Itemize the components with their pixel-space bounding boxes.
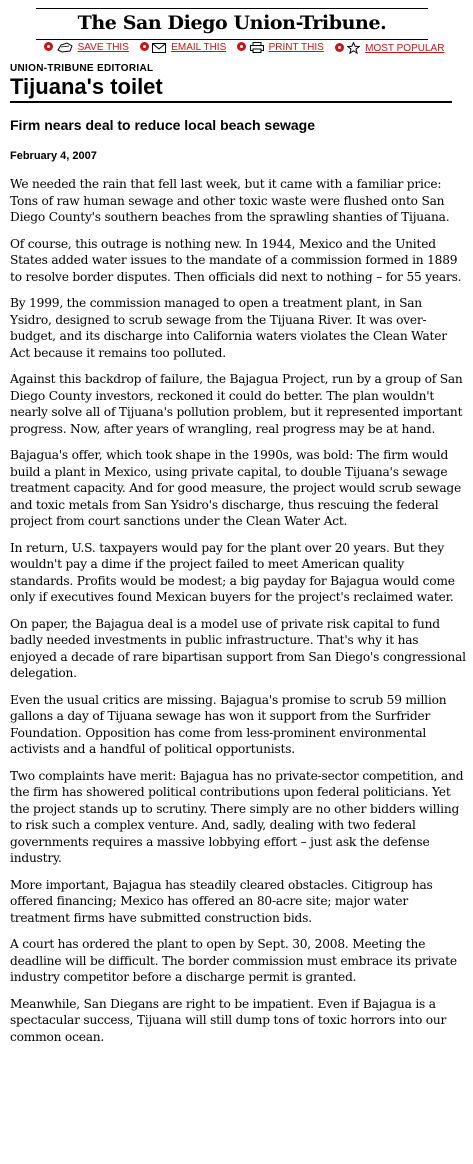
newspaper-logo: The San Diego Union-Tribune. — [77, 12, 387, 34]
page-title: Tijuana's toilet — [10, 74, 163, 99]
print-this-link[interactable]: PRINT THIS — [268, 42, 324, 53]
article-paragraph: Two complaints have merit: Bajagua has no private-sector competition, and the firm has showered political contributions upon federal politicians. Yet the project stands up to scrutiny. There simply are no other bidders willing to risk such a complex venture. And, sadly, dealing with two federal governments requires a massive lobbying effort – just ask the defense industry. — [10, 768, 464, 865]
print-icon — [250, 42, 264, 53]
email-tool[interactable] — [140, 42, 227, 53]
article-paragraph: Of course, this outrage is nothing new. In 1944, Mexico and the United States added water issues to the mandate of a commission formed in 1889 to resolve border disputes. Then officials did next to nothing – for 55 years. — [10, 236, 462, 284]
article-paragraph: Meanwhile, San Diegans are right to be impatient. Even if Bajagua is a spectacular success, Tijuana will still dump tons of toxic horrors into our common ocean. — [10, 996, 447, 1044]
section-kicker: UNION-TRIBUNE EDITORIAL — [10, 63, 154, 74]
most-popular-link[interactable]: MOST POPULAR — [365, 43, 445, 54]
article-paragraph: More important, Bajagua has steadily cleared obstacles. Citigroup has offered financing; Mexico has offered an 80-acre site; major water treatment firms have submitted construction bids. — [10, 877, 433, 925]
article-paragraph: Bajagua's offer, which took shape in the 1990s, was bold: The firm would build a plant in Mexico, using private capital, to double Tijuana's sewage treatment capacity. And for good measure, the project would scrub sewage and toxic metals from San Ysidro's discharge, thus rescuing the federal project from court sanctions under the Clean Water Act. — [10, 448, 462, 528]
article-paragraph: On paper, the Bajagua deal is a model use of private risk capital to fund badly needed investments in public infrastructure. That's why it has enjoyed a decade of rare bipartisan support from San Diego's congressional delegation. — [10, 616, 466, 680]
article-tools — [44, 42, 452, 58]
bullet-icon — [140, 42, 149, 51]
star-icon — [347, 42, 360, 54]
bullet-icon — [237, 42, 246, 51]
headline-divider — [10, 101, 452, 103]
save-tool[interactable] — [44, 42, 129, 53]
email-icon — [152, 43, 166, 53]
save-icon — [57, 42, 73, 53]
article-paragraph: In return, U.S. taxpayers would pay for the plant over 20 years. But they wouldn't pay a dime if the project failed to meet American quality standards. Profits would be modest; a big payday for Bajagua would come only if executives found Mexican buyers for the project's reclaimed water. — [10, 540, 455, 604]
article-paragraph: A court has ordered the plant to open by Sept. 30, 2008. Meeting the deadline will be difficult. The border commission must embrace its private industry competitor before a discharge permit is granted. — [10, 937, 457, 984]
email-this-link[interactable]: EMAIL THIS — [171, 42, 227, 53]
article-paragraph: Even the usual critics are missing. Bajagua's promise to scrub 59 million gallons a day of Tijuana sewage has won it support from the Surfrider Foundation. Opposition has come from less-prominent environmental activists and a handful of political opportunists. — [10, 692, 447, 756]
article-body — [10, 176, 466, 1055]
article-paragraph: Against this backdrop of failure, the Bajagua Project, run by a group of San Diego County investors, reckoned it could do better. The plan wouldn't nearly solve all of Tijuana's pollution problem, but it represented important progress. Now, after years of wrangling, real progress may be at hand. — [10, 372, 463, 436]
bullet-icon — [44, 42, 53, 51]
save-this-link[interactable]: SAVE THIS — [77, 42, 129, 53]
article-subhead: Firm nears deal to reduce local beach sewage — [10, 117, 316, 133]
bullet-icon — [335, 43, 344, 52]
article-paragraph: We needed the rain that fell last week, but it came with a familiar price: Tons of raw human sewage and other toxic waste were flushed onto San Diego County's southern beaches from the sprawling shanties of Tijuana. — [10, 177, 450, 224]
article-date: February 4, 2007 — [10, 150, 97, 162]
print-tool[interactable] — [237, 42, 324, 53]
masthead — [36, 8, 428, 40]
most-popular-tool[interactable] — [335, 42, 445, 54]
article-paragraph: By 1999, the commission managed to open a treatment plant, in San Ysidro, designed to scrub sewage from the Tijuana River. It was over-budget, and its discharge into California waters violates the Clean Water Act because it remains too polluted. — [10, 296, 447, 360]
